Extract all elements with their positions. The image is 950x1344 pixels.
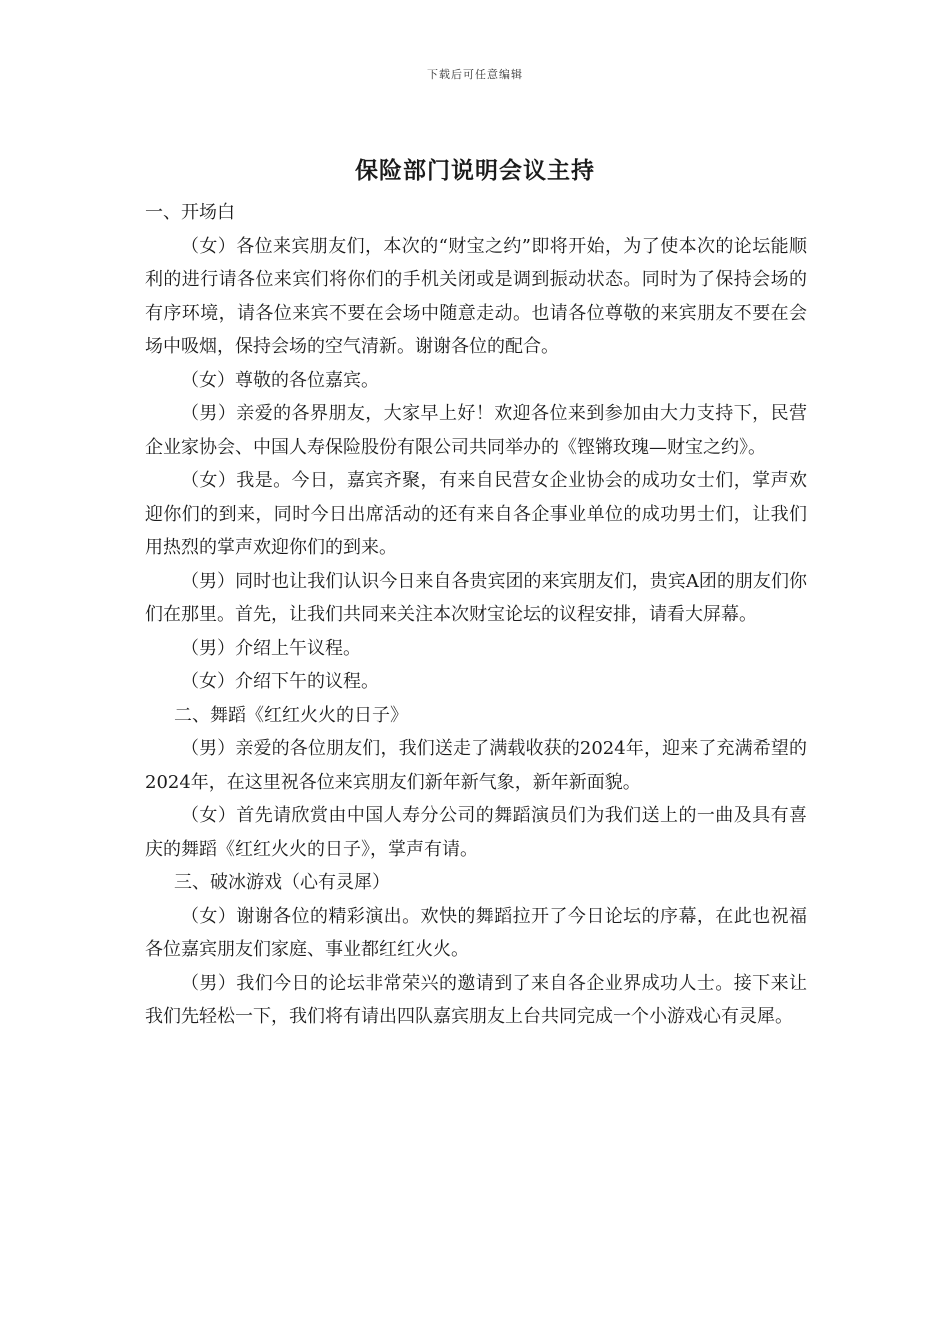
paragraph: （男）亲爱的各位朋友们，我们送走了满载收获的2024年，迎来了充满希望的2024年，在这里祝各位来宾朋友们新年新气象，新年新面貌。 — [145, 738, 807, 793]
paragraph: （女）谢谢各位的精彩演出。欢快的舞蹈拉开了今日论坛的序幕，在此也祝福各位嘉宾朋友们家庭、事业都红红火火。 — [145, 905, 807, 960]
section-heading: 三、破冰游戏（心有灵犀） — [174, 872, 390, 893]
paragraph: （女）我是。今日，嘉宾齐聚，有来自民营女企业协会的成功女士们，掌声欢迎你们的到来，同时今日出席活动的还有来自各企事业单位的成功男士们，让我们用热烈的掌声欢迎你们的到来。 — [145, 470, 807, 558]
paragraph: （男）我们今日的论坛非常荣兴的邀请到了来自各企业界成功人士。接下来让我们先轻松一下，我们将有请出四队嘉宾朋友上台共同完成一个小游戏心有灵犀。 — [145, 972, 807, 1027]
document-title: 保险部门说明会议主持 — [355, 157, 595, 184]
paragraph: （女）首先请欣赏由中国人寿分公司的舞蹈演员们为我们送上的一曲及具有喜庆的舞蹈《红红火火的日子》，掌声有请。 — [145, 805, 807, 860]
document-body — [145, 196, 807, 1034]
paragraph: （男）同时也让我们认识今日来自各贵宾团的来宾朋友们，贵宾A团的朋友们你们在那里。首先，让我们共同来关注本次财宝论坛的议程安排，请看大屏幕。 — [145, 570, 807, 625]
paragraph: （男）亲爱的各界朋友，大家早上好！欢迎各位来到参加由大力支持下，民营企业家协会、中国人寿保险股份有限公司共同举办的《铿锵玫瑰—财宝之约》。 — [145, 403, 807, 458]
paragraph: （女）各位来宾朋友们，本次的“财宝之约”即将开始，为了使本次的论坛能顺利的进行请各位来宾们将你们的手机关闭或是调到振动状态。同时为了保持会场的有序环境，请各位来宾不要在会场中随意走动。也请各位尊敬的来宾朋友不要在会场中吸烟，保持会场的空气清新。谢谢各位的配合。 — [145, 235, 807, 357]
section-heading: 二、舞蹈《红红火火的日子》 — [174, 704, 408, 726]
paragraph: （女）尊敬的各位嘉宾。 — [181, 369, 379, 391]
paragraph: （男）介绍上午议程。 — [181, 637, 361, 659]
paragraph: （女）介绍下午的议程。 — [181, 671, 379, 692]
header-note: 下载后可任意编辑 — [427, 68, 523, 81]
section-heading: 一、开场白 — [145, 202, 235, 223]
